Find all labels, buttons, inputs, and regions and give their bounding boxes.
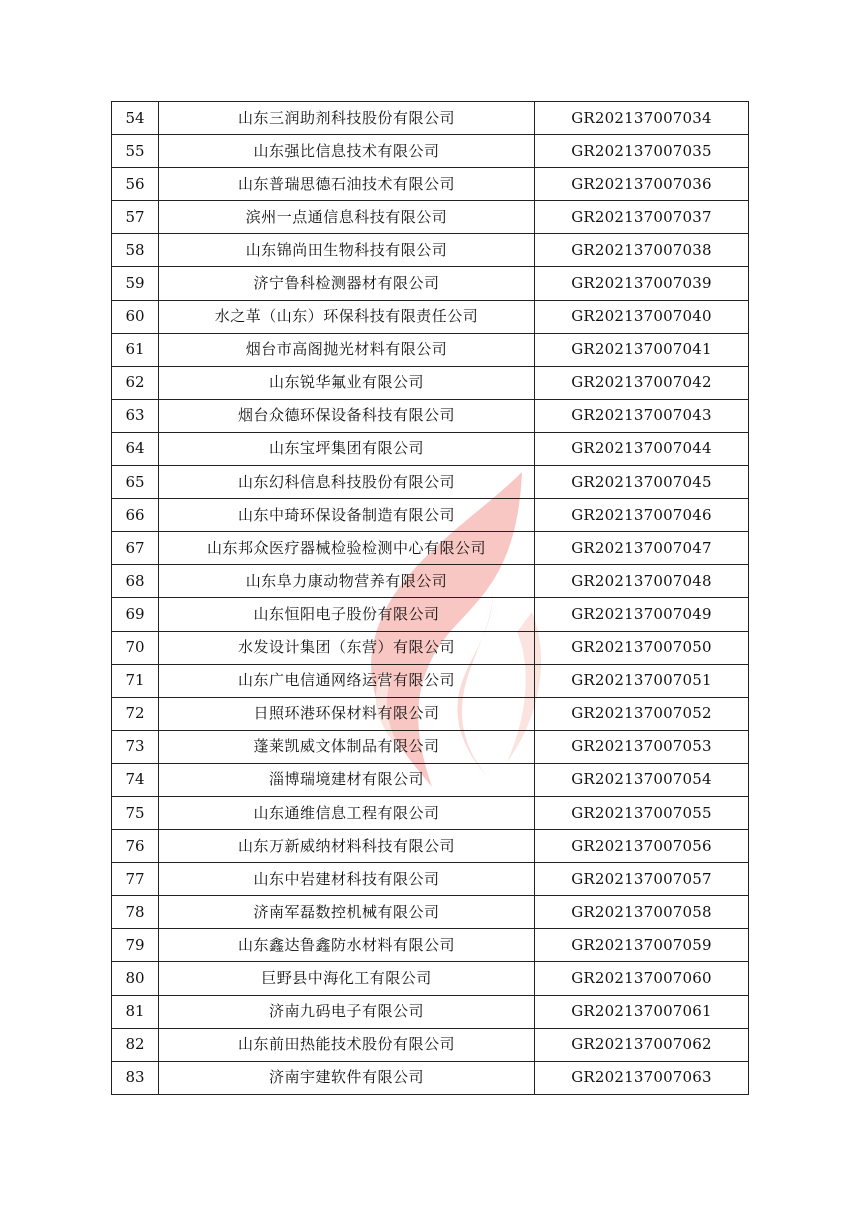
company-name-cell: 巨野县中海化工有限公司 [159, 962, 535, 995]
row-number-cell: 81 [112, 995, 159, 1028]
row-number-cell: 55 [112, 135, 159, 168]
certificate-code-cell: GR202137007056 [535, 830, 749, 863]
company-name-cell: 济南九码电子有限公司 [159, 995, 535, 1028]
table-row [112, 201, 749, 234]
company-name-cell: 滨州一点通信息科技有限公司 [159, 201, 535, 234]
company-name-cell: 济南军磊数控机械有限公司 [159, 896, 535, 929]
table-row [112, 863, 749, 896]
company-name-cell: 山东通维信息工程有限公司 [159, 796, 535, 829]
certificate-code-cell: GR202137007058 [535, 896, 749, 929]
certificate-code-cell: GR202137007047 [535, 532, 749, 565]
row-number-cell: 72 [112, 697, 159, 730]
certificate-code-cell: GR202137007039 [535, 267, 749, 300]
certificate-code-cell: GR202137007038 [535, 234, 749, 267]
company-table-body [112, 102, 749, 1095]
table-row [112, 763, 749, 796]
certificate-code-cell: GR202137007059 [535, 929, 749, 962]
row-number-cell: 77 [112, 863, 159, 896]
table-row [112, 532, 749, 565]
certificate-code-cell: GR202137007040 [535, 300, 749, 333]
row-number-cell: 71 [112, 664, 159, 697]
row-number-cell: 76 [112, 830, 159, 863]
certificate-code-cell: GR202137007052 [535, 697, 749, 730]
table-row [112, 102, 749, 135]
table-row [112, 730, 749, 763]
row-number-cell: 79 [112, 929, 159, 962]
row-number-cell: 82 [112, 1028, 159, 1061]
row-number-cell: 73 [112, 730, 159, 763]
table-row [112, 929, 749, 962]
row-number-cell: 60 [112, 300, 159, 333]
table-row [112, 333, 749, 366]
table-row [112, 565, 749, 598]
company-name-cell: 淄博瑞境建材有限公司 [159, 763, 535, 796]
company-name-cell: 水发设计集团（东营）有限公司 [159, 631, 535, 664]
table-row [112, 300, 749, 333]
table-row [112, 598, 749, 631]
row-number-cell: 68 [112, 565, 159, 598]
certificate-code-cell: GR202137007042 [535, 366, 749, 399]
certificate-code-cell: GR202137007041 [535, 333, 749, 366]
company-name-cell: 山东万新威纳材料科技有限公司 [159, 830, 535, 863]
certificate-code-cell: GR202137007045 [535, 466, 749, 499]
row-number-cell: 63 [112, 399, 159, 432]
row-number-cell: 58 [112, 234, 159, 267]
certificate-code-cell: GR202137007049 [535, 598, 749, 631]
row-number-cell: 62 [112, 366, 159, 399]
table-row [112, 267, 749, 300]
row-number-cell: 56 [112, 168, 159, 201]
table-row [112, 1028, 749, 1061]
table-row [112, 1061, 749, 1094]
certificate-code-cell: GR202137007046 [535, 499, 749, 532]
table-row [112, 466, 749, 499]
company-name-cell: 山东前田热能技术股份有限公司 [159, 1028, 535, 1061]
row-number-cell: 57 [112, 201, 159, 234]
company-name-cell: 山东普瑞思德石油技术有限公司 [159, 168, 535, 201]
table-row [112, 399, 749, 432]
company-name-cell: 山东邦众医疗器械检验检测中心有限公司 [159, 532, 535, 565]
certificate-code-cell: GR202137007035 [535, 135, 749, 168]
certificate-code-cell: GR202137007048 [535, 565, 749, 598]
company-name-cell: 山东中岩建材科技有限公司 [159, 863, 535, 896]
row-number-cell: 64 [112, 432, 159, 465]
table-row [112, 896, 749, 929]
row-number-cell: 74 [112, 763, 159, 796]
row-number-cell: 67 [112, 532, 159, 565]
row-number-cell: 59 [112, 267, 159, 300]
certificate-code-cell: GR202137007062 [535, 1028, 749, 1061]
company-name-cell: 济宁鲁科检测器材有限公司 [159, 267, 535, 300]
table-row [112, 234, 749, 267]
company-table [111, 101, 749, 1095]
row-number-cell: 83 [112, 1061, 159, 1094]
row-number-cell: 65 [112, 466, 159, 499]
table-row [112, 499, 749, 532]
row-number-cell: 80 [112, 962, 159, 995]
company-name-cell: 烟台众德环保设备科技有限公司 [159, 399, 535, 432]
company-name-cell: 蓬莱凯威文体制品有限公司 [159, 730, 535, 763]
certificate-code-cell: GR202137007037 [535, 201, 749, 234]
certificate-code-cell: GR202137007060 [535, 962, 749, 995]
table-row [112, 631, 749, 664]
row-number-cell: 61 [112, 333, 159, 366]
company-name-cell: 水之革（山东）环保科技有限责任公司 [159, 300, 535, 333]
company-name-cell: 山东广电信通网络运营有限公司 [159, 664, 535, 697]
row-number-cell: 78 [112, 896, 159, 929]
company-name-cell: 山东阜力康动物营养有限公司 [159, 565, 535, 598]
table-row [112, 366, 749, 399]
table-row [112, 432, 749, 465]
company-name-cell: 山东鑫达鲁鑫防水材料有限公司 [159, 929, 535, 962]
certificate-code-cell: GR202137007057 [535, 863, 749, 896]
certificate-code-cell: GR202137007036 [535, 168, 749, 201]
company-name-cell: 山东中琦环保设备制造有限公司 [159, 499, 535, 532]
certificate-code-cell: GR202137007044 [535, 432, 749, 465]
company-name-cell: 山东锐华氟业有限公司 [159, 366, 535, 399]
certificate-code-cell: GR202137007051 [535, 664, 749, 697]
company-name-cell: 烟台市高阁抛光材料有限公司 [159, 333, 535, 366]
row-number-cell: 75 [112, 796, 159, 829]
table-row [112, 697, 749, 730]
certificate-code-cell: GR202137007050 [535, 631, 749, 664]
company-name-cell: 山东宝坪集团有限公司 [159, 432, 535, 465]
certificate-code-cell: GR202137007063 [535, 1061, 749, 1094]
certificate-code-cell: GR202137007043 [535, 399, 749, 432]
company-name-cell: 日照环港环保材料有限公司 [159, 697, 535, 730]
table-row [112, 830, 749, 863]
certificate-code-cell: GR202137007034 [535, 102, 749, 135]
table-row [112, 664, 749, 697]
certificate-code-cell: GR202137007054 [535, 763, 749, 796]
company-name-cell: 济南宇建软件有限公司 [159, 1061, 535, 1094]
row-number-cell: 70 [112, 631, 159, 664]
company-name-cell: 山东三润助剂科技股份有限公司 [159, 102, 535, 135]
row-number-cell: 69 [112, 598, 159, 631]
company-name-cell: 山东锦尚田生物科技有限公司 [159, 234, 535, 267]
table-row [112, 796, 749, 829]
company-name-cell: 山东幻科信息科技股份有限公司 [159, 466, 535, 499]
certificate-code-cell: GR202137007053 [535, 730, 749, 763]
table-row [112, 168, 749, 201]
table-row [112, 135, 749, 168]
certificate-code-cell: GR202137007061 [535, 995, 749, 1028]
company-name-cell: 山东强比信息技术有限公司 [159, 135, 535, 168]
certificate-code-cell: GR202137007055 [535, 796, 749, 829]
table-row [112, 962, 749, 995]
row-number-cell: 66 [112, 499, 159, 532]
table-row [112, 995, 749, 1028]
row-number-cell: 54 [112, 102, 159, 135]
company-name-cell: 山东恒阳电子股份有限公司 [159, 598, 535, 631]
